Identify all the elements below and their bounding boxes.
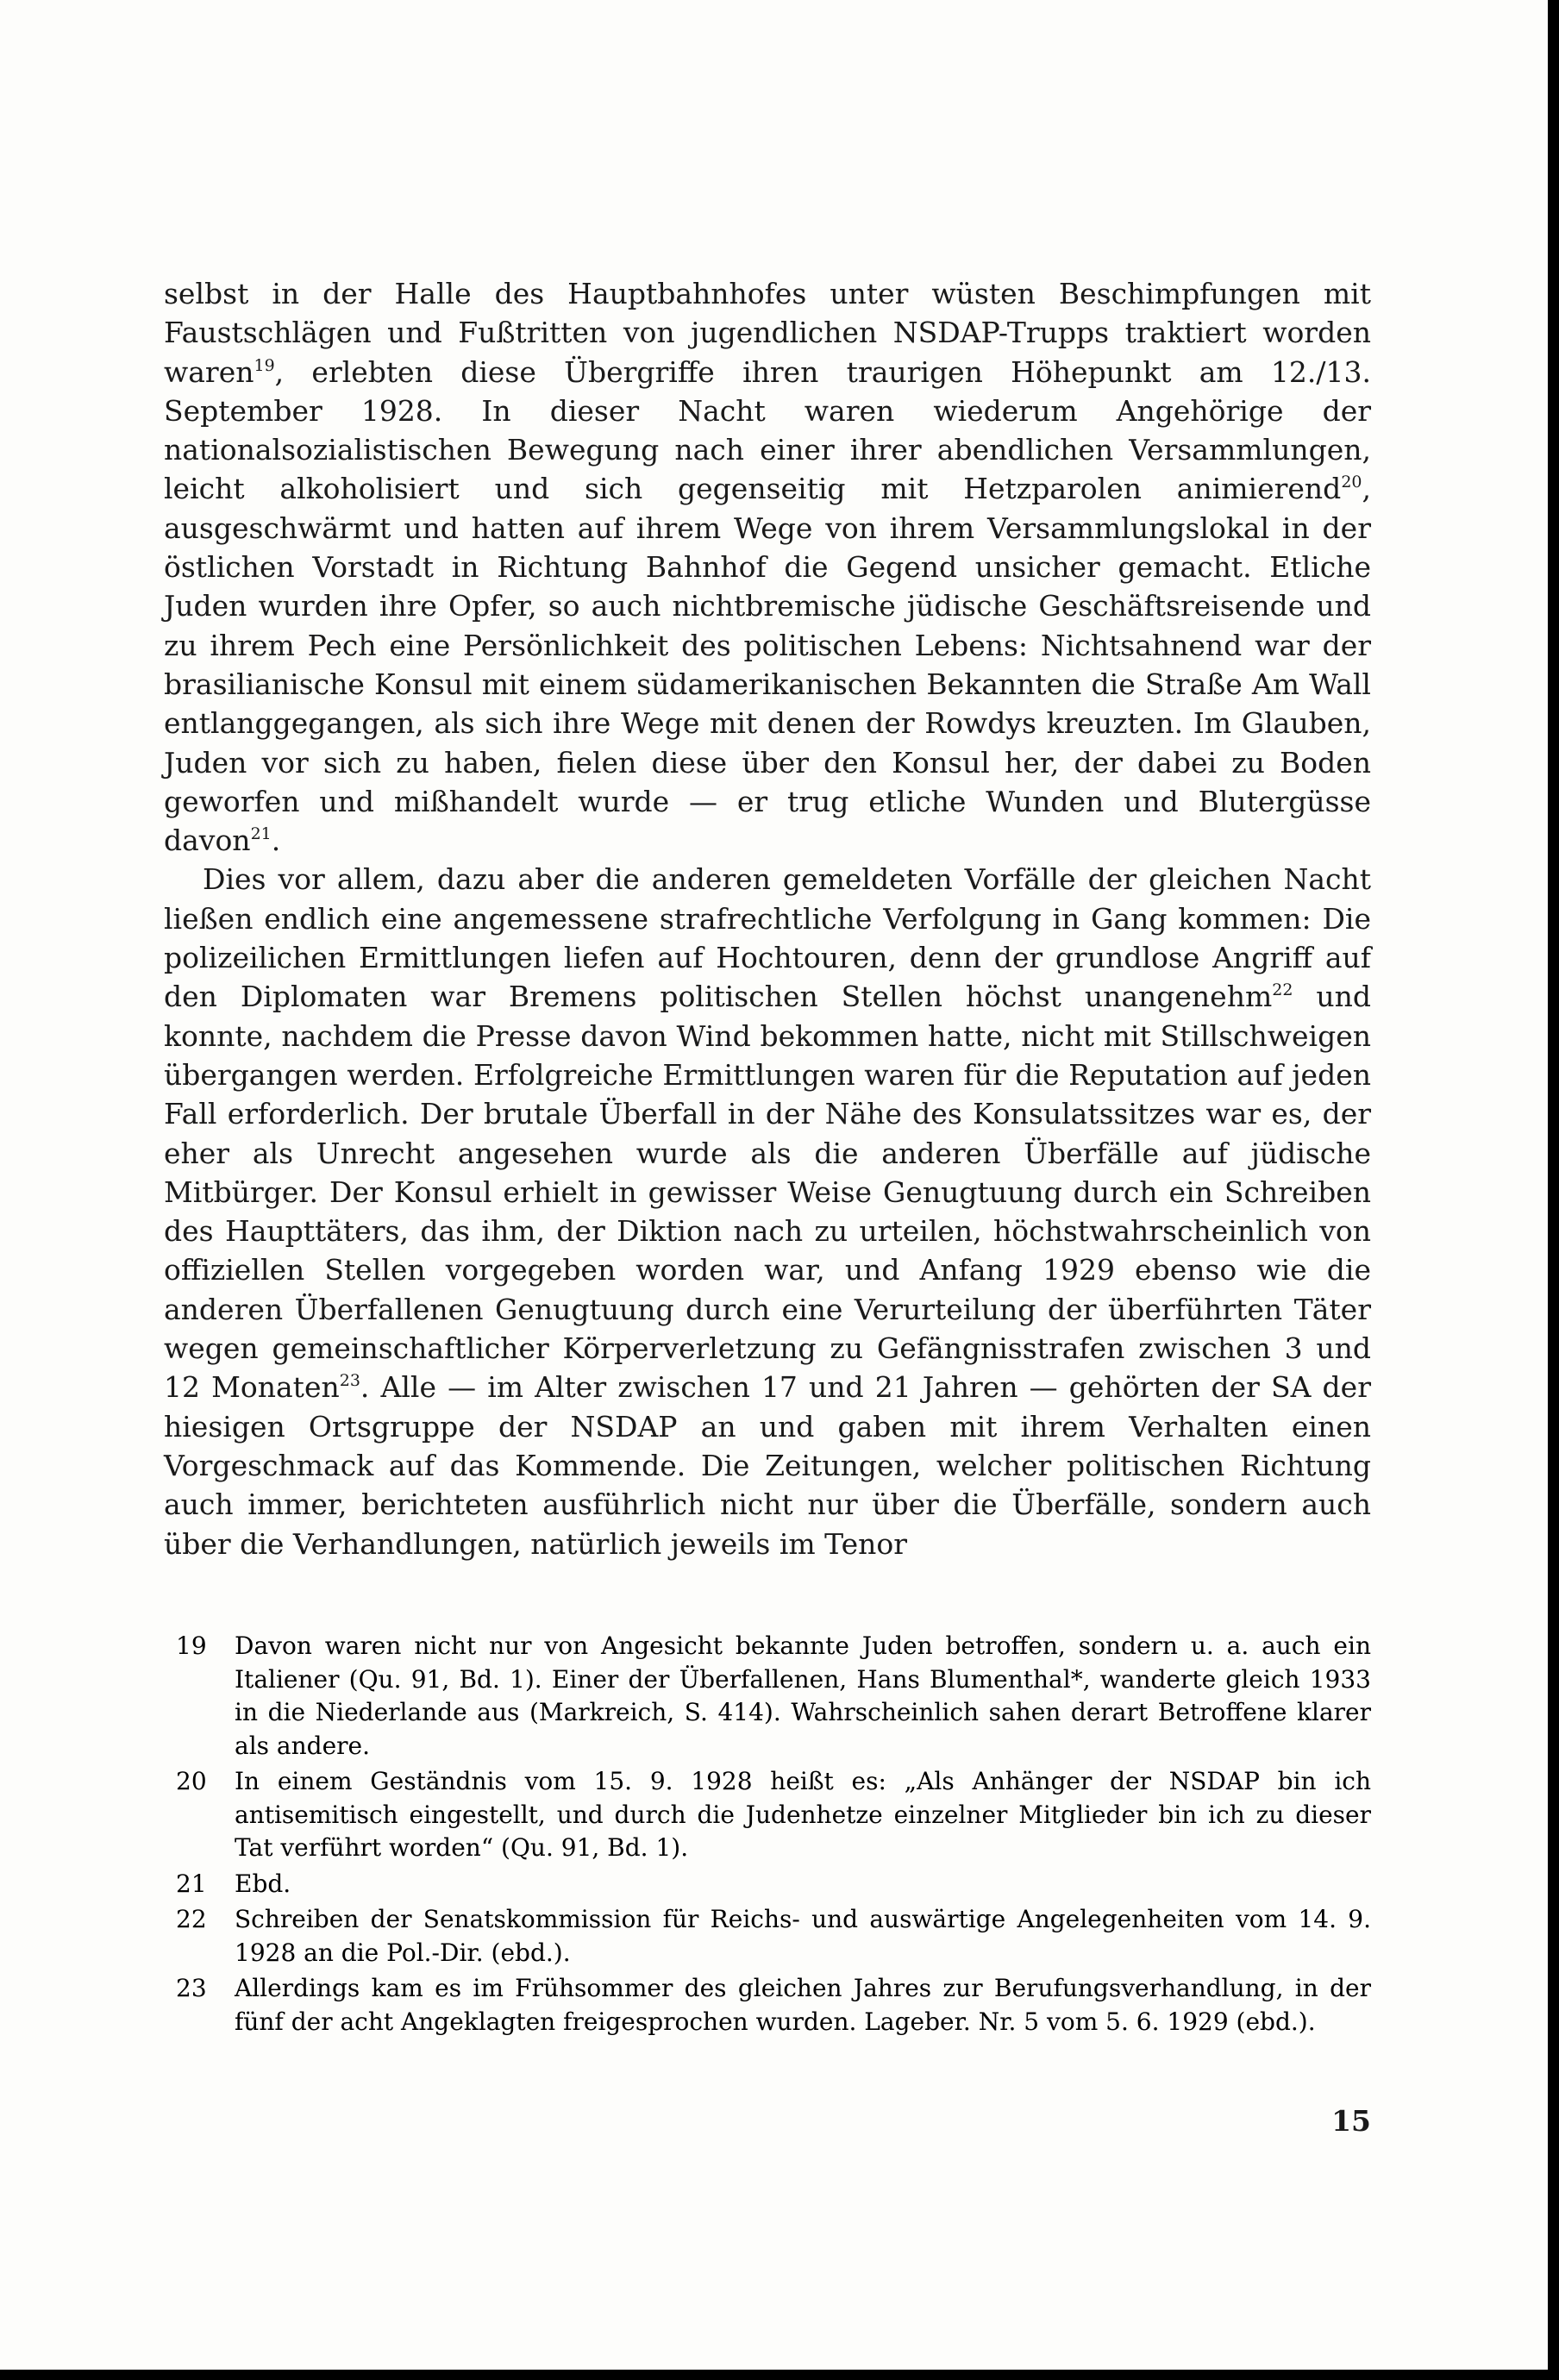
footnote-23: [164, 1972, 1371, 2039]
footnote-22: [164, 1903, 1371, 1970]
footnote-number: 21: [176, 1869, 207, 1898]
footnote-ref-20[interactable]: 20: [1341, 473, 1362, 492]
footnote-ref-22[interactable]: 22: [1272, 980, 1293, 1000]
footnote-text: Allerdings kam es im Frühsommer des gleichen Jahres zur Berufungsverhandlung, in der fünf der acht Angeklagten freigesprochen wurden. Lageber. Nr. 5 vom 5. 6. 1929 (ebd.).: [235, 1974, 1371, 2036]
footnote-number: 23: [176, 1974, 207, 2002]
footnote-ref-23[interactable]: 23: [339, 1371, 360, 1391]
footnote-number: 20: [176, 1767, 207, 1795]
text-run: , erlebten diese Übergriffe ihren traurigen Höhepunkt am 12./13. September 1928. In dieser Nacht waren wiederum Angehörige der nationalsozialistischen Bewegung nach einer ihrer abendlichen Versammlungen, leicht alkoholisiert und sich gegenseitig mit Hetzparolen animierend: [164, 354, 1371, 506]
text-run: Dies vor allem, dazu aber die anderen gemeldeten Vorfälle der gleichen Nacht ließen endlich eine angemessene strafrechtliche Verfolgung in Gang kommen: Die polizeilichen Ermittlungen liefen auf Hochtouren, denn der grundlose Angriff auf den Diplomaten war Bremens politischen Stellen höchst unangenehm: [164, 862, 1371, 1014]
paragraph-1: [164, 274, 1371, 860]
paragraph-2: [164, 860, 1371, 1563]
footnotes: [164, 1630, 1371, 2041]
footnote-text: In einem Geständnis vom 15. 9. 1928 heißt es: „Als Anhänger der NSDAP bin ich antisemitisch eingestellt, und durch die Judenhetze einzelner Mitglieder bin ich zu dieser Tat verführt worden“ (Qu. 91, Bd. 1).: [235, 1767, 1371, 1862]
page-number: 15: [1331, 2104, 1371, 2138]
text-run: und konnte, nachdem die Presse davon Wind bekommen hatte, nicht mit Stillschweigen übergangen werden. Erfolgreiche Ermittlungen waren für die Reputation auf jeden Fall erforderlich. Der brutale Überfall in der Nähe des Konsulatssitzes war es, der eher als Unrecht angesehen wurde als die anderen Überfälle auf jüdische Mitbürger. Der Konsul erhielt in gewisser Weise Genugtuung durch ein Schreiben des Haupttäters, das ihm, der Diktion nach zu urteilen, höchstwahrscheinlich von offiziellen Stellen vorgegeben worden war, und Anfang 1929 ebenso wie die anderen Überfallenen Genugtuung durch eine Verurteilung der überführten Täter wegen gemeinschaftlicher Körperverletzung zu Gefängnisstrafen zwischen 3 und 12 Monaten: [164, 980, 1371, 1405]
footnote-text: Ebd.: [235, 1869, 291, 1898]
footnote-20: [164, 1765, 1371, 1865]
footnote-text: Schreiben der Senatskommission für Reichs- und auswärtige Angelegenheiten vom 14. 9. 1928 an die Pol.-Dir. (ebd.).: [235, 1905, 1371, 1967]
text-run: . Alle — im Alter zwischen 17 und 21 Jahren — gehörten der SA der hiesigen Ortsgruppe der NSDAP an und gaben mit ihrem Verhalten einen Vorgeschmack auf das Kommende. Die Zeitungen, welcher politischen Richtung auch immer, berichteten ausführlich nicht nur über die Überfälle, sondern auch über die Verhandlungen, natürlich jeweils im Tenor: [164, 1370, 1371, 1561]
text-run: .: [271, 824, 281, 858]
footnote-21: [164, 1868, 1371, 1901]
footnote-text: Davon waren nicht nur von Angesicht bekannte Juden betroffen, sondern u. a. auch ein Italiener (Qu. 91, Bd. 1). Einer der Überfallenen, Hans Blumenthal*, wanderte gleich 1933 in die Niederlande aus (Markreich, S. 414). Wahrscheinlich sahen derart Betroffene klarer als andere.: [235, 1632, 1371, 1760]
body-text: [164, 274, 1371, 1563]
footnote-number: 22: [176, 1905, 207, 1933]
text-run: selbst in der Halle des Hauptbahnhofes unter wüsten Beschimpfungen mit Faustschlägen und Fußtritten von jugendlichen NSDAP-Trupps traktiert worden waren: [164, 277, 1371, 389]
footnote-19: [164, 1630, 1371, 1763]
footnote-number: 19: [176, 1632, 207, 1660]
footnote-ref-19[interactable]: 19: [254, 355, 275, 375]
footnote-ref-21[interactable]: 21: [250, 824, 272, 844]
text-run: , ausgeschwärmt und hatten auf ihrem Wege von ihrem Versammlungslokal in der östlichen Vorstadt in Richtung Bahnhof die Gegend unsicher gemacht. Etliche Juden wurden ihre Opfer, so auch nichtbremische jüdische Geschäftsreisende und zu ihrem Pech eine Persönlichkeit des politischen Lebens: Nichtsahnend war der brasilianische Konsul mit einem südamerikanischen Bekannten die Straße Am Wall entlanggegangen, als sich ihre Wege mit denen der Rowdys kreuzten. Im Glauben, Juden vor sich zu haben, fielen diese über den Konsul her, der dabei zu Boden geworfen und mißhandelt wurde — er trug etliche Wunden und Blutergüsse davon: [164, 472, 1371, 858]
